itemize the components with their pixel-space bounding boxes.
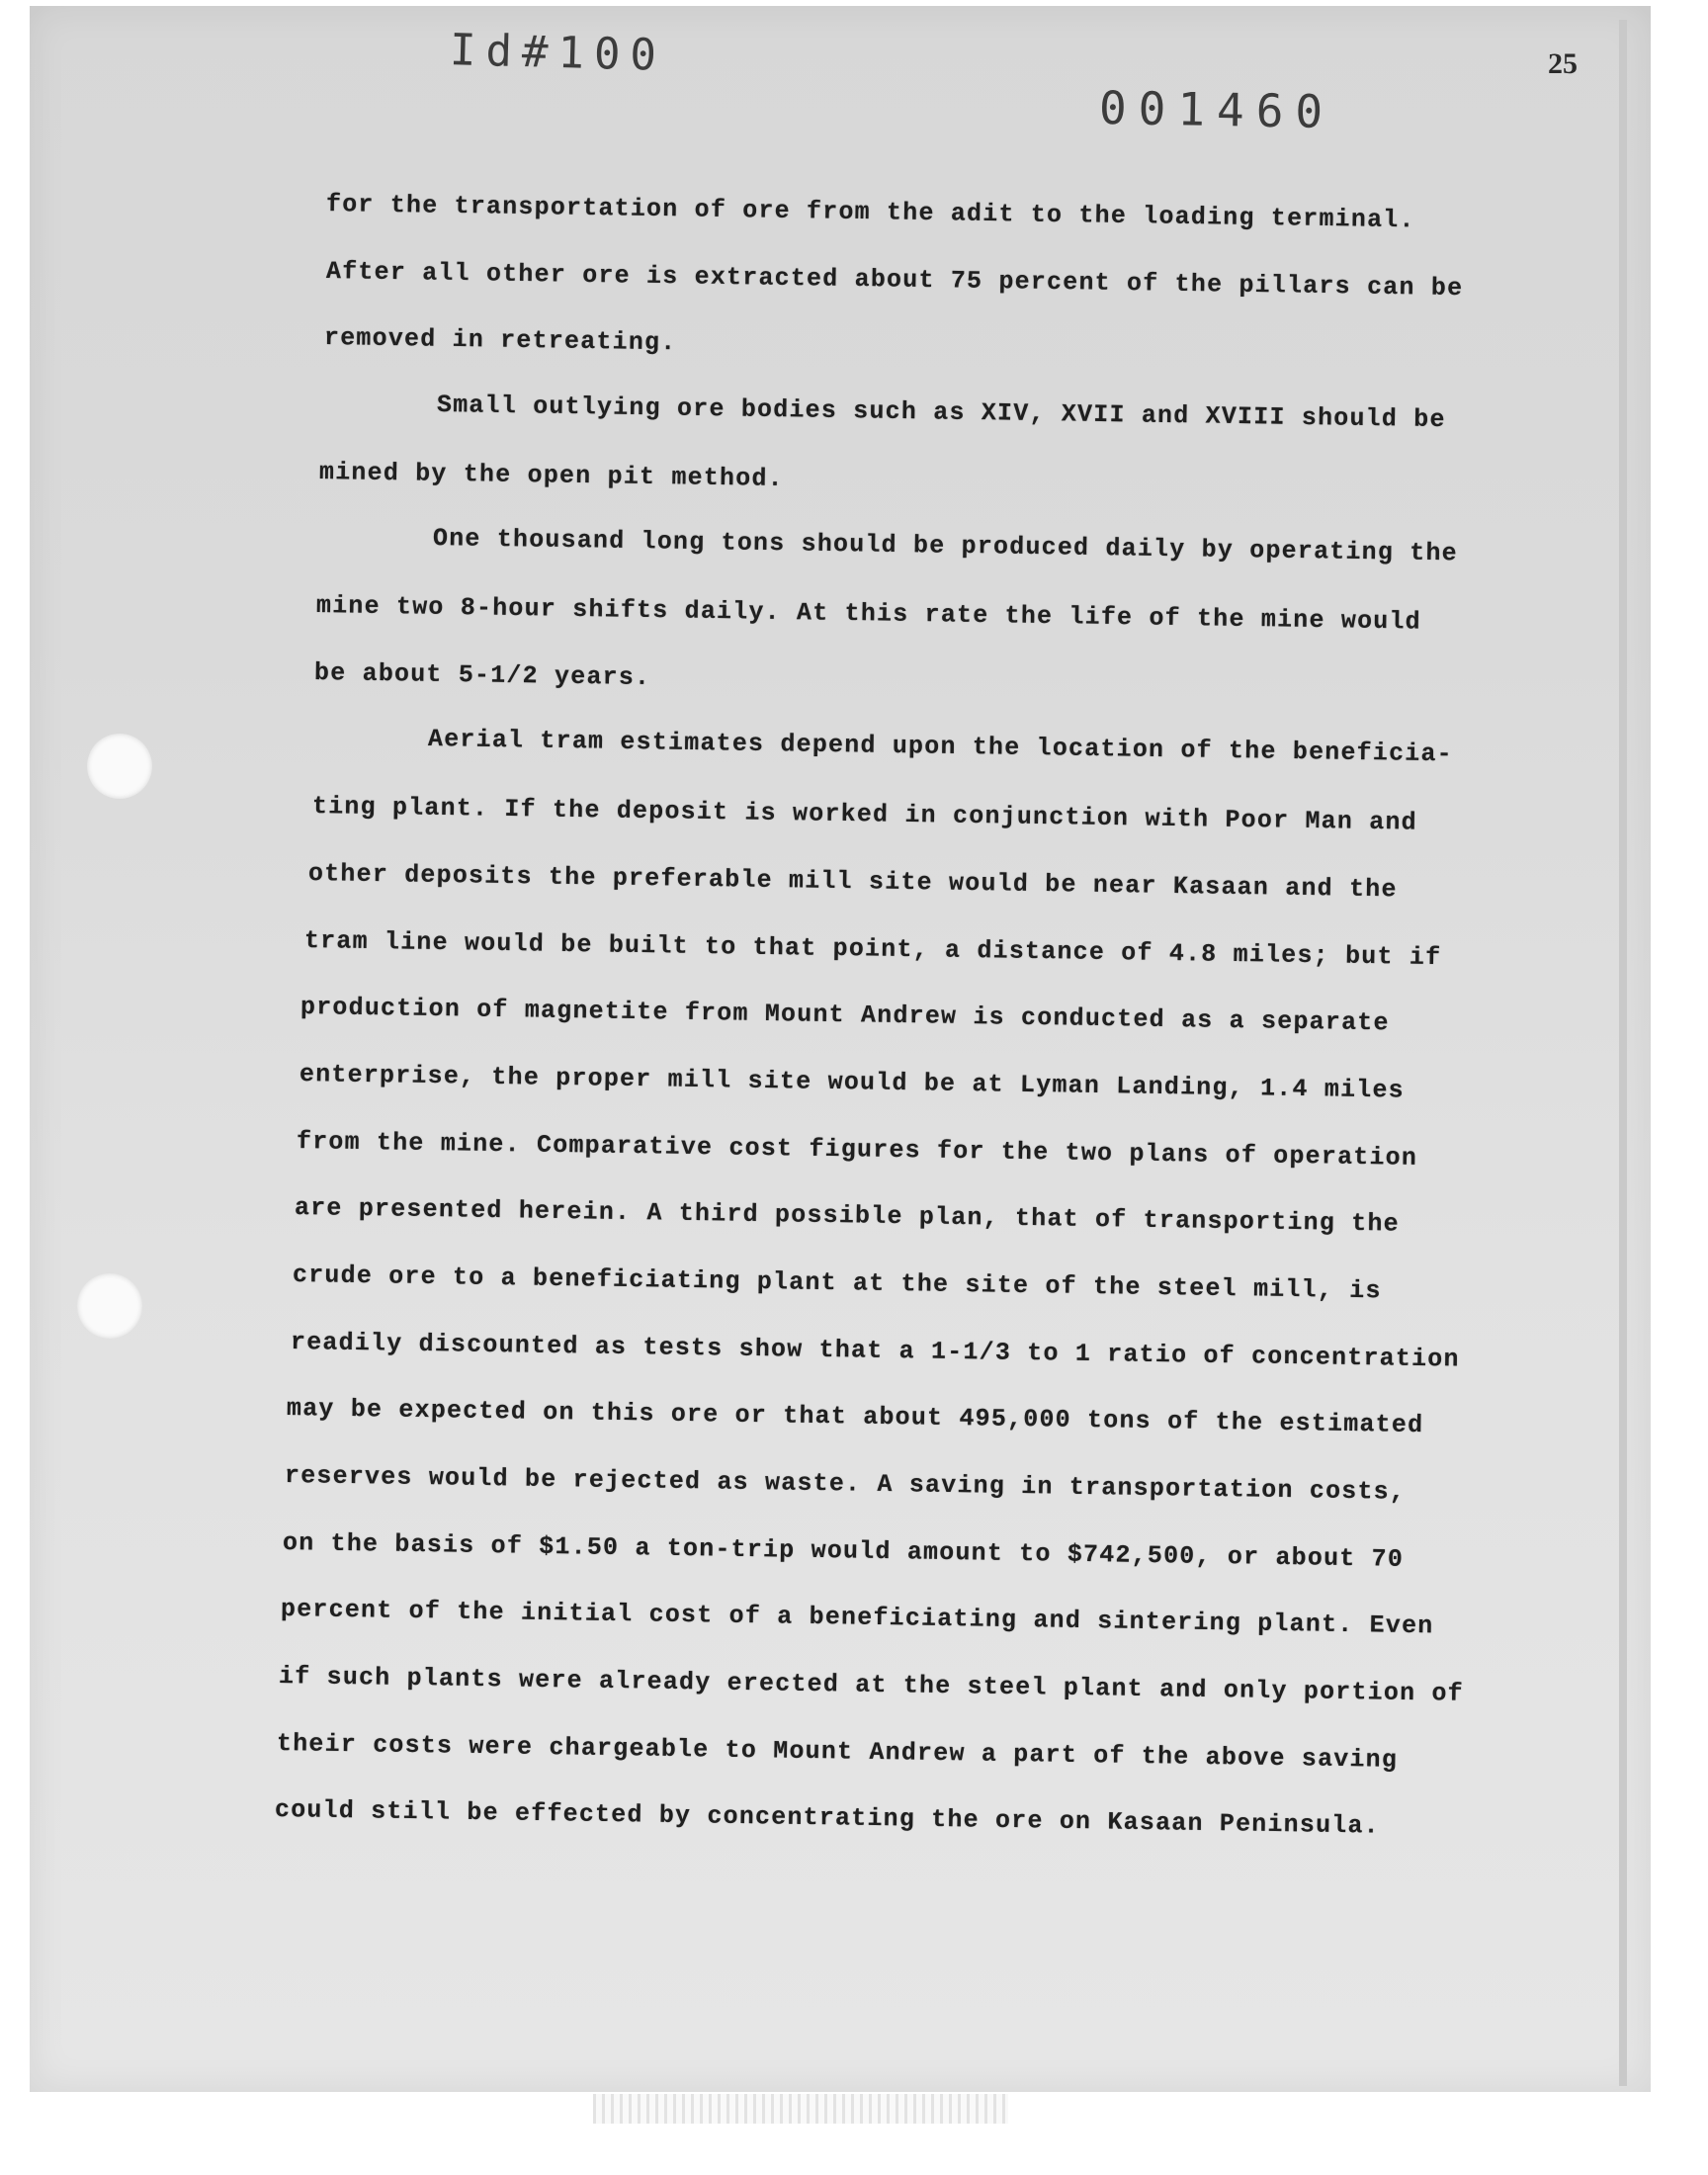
text-line: production of magnetite from Mount Andrew is conducted as a separate (299, 993, 1390, 1038)
text-line: from the mine. Comparative cost figures for the two plans of operation (296, 1127, 1418, 1173)
text-line: One thousand long tons should be produced daily by operating the (432, 524, 1459, 568)
stamp-number: 001460 (1098, 80, 1335, 139)
text-line: crude ore to a beneficiating plant at the site of the steel mill, is (292, 1261, 1382, 1306)
text-line: on the basis of $1.50 a ton-trip would amount to $742,500, or about 70 (282, 1528, 1405, 1574)
text-line: if such plants were already erected at the steel plant and only portion of (278, 1662, 1465, 1708)
text-line: removed in retreating. (323, 323, 677, 358)
text-line: could still be effected by concentrating the ore on Kasaan Peninsula. (274, 1795, 1381, 1841)
text-line: be about 5-1/2 years. (313, 658, 651, 693)
text-line: their costs were chargeable to Mount Andrew a part of the above saving (276, 1729, 1399, 1775)
text-line: for the transportation of ore from the adit to the loading terminal. (325, 190, 1415, 235)
text-line: tram line would be built to that point, a distance of 4.8 miles; but if (303, 926, 1442, 973)
page-number: 25 (1548, 47, 1578, 80)
text-line: reserves would be rejected as waste. A saving in transportation costs, (284, 1461, 1407, 1507)
text-line: enterprise, the proper mill site would be at Lyman Landing, 1.4 miles (299, 1060, 1406, 1105)
text-line: Small outlying ore bodies such as XIV, XVII and XVIII should be (436, 391, 1446, 435)
text-line: readily discounted as tests show that a 1-1/3 to 1 ratio of concentration (290, 1328, 1460, 1374)
text-line: are presented herein. A third possible plan, that of transporting the (294, 1193, 1401, 1239)
text-line: mine two 8-hour shifts daily. At this rate the life of the mine would (315, 591, 1422, 637)
text-line: After all other ore is extracted about 75 percent of the pillars can be (325, 257, 1464, 304)
text-line: may be expected on this ore or that about 495,000 tons of the estimated (286, 1394, 1424, 1440)
text-line: Aerial tram estimates depend upon the location of the beneficia- (427, 725, 1454, 769)
text-line: mined by the open pit method. (318, 458, 785, 493)
text-line: ting plant. If the deposit is worked in conjunction with Poor Man and (311, 792, 1418, 837)
document-id: Id#100 (449, 25, 667, 81)
text-line: percent of the initial cost of a beneficiating and sintering plant. Even (280, 1595, 1434, 1641)
text-line: other deposits the preferable mill site would be near Kasaan and the (307, 859, 1398, 905)
